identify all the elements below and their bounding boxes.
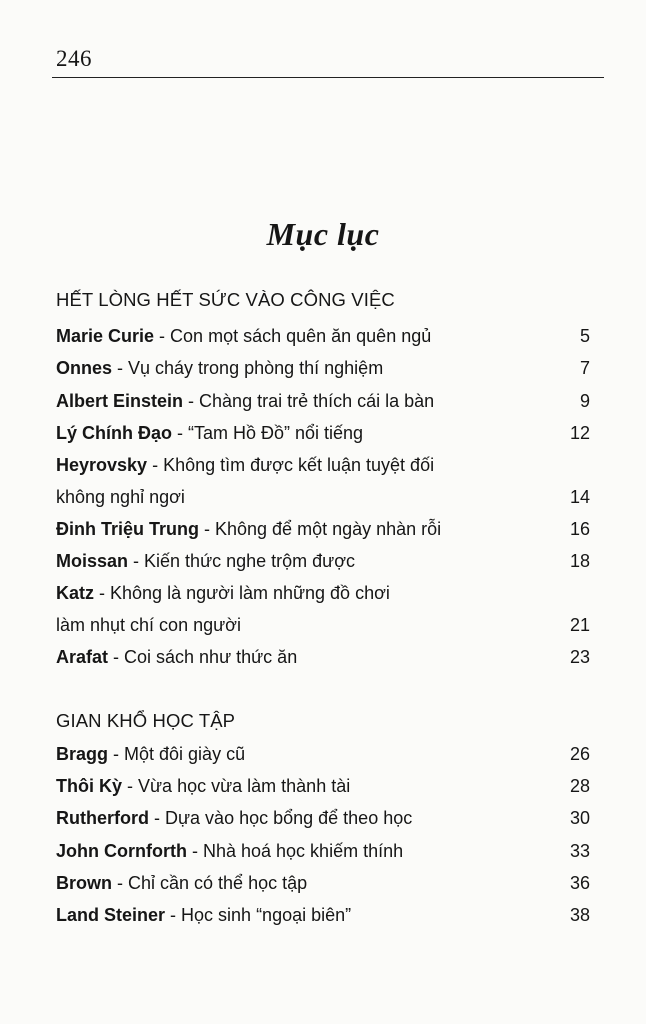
entry-separator: - — [147, 455, 164, 475]
entry-title: Học sinh “ngoại biên” — [181, 905, 352, 925]
toc-entry — [56, 773, 590, 799]
entry-title: “Tam Hồ Đồ” nổi tiếng — [188, 423, 364, 443]
entry-separator: - — [122, 776, 138, 796]
page-number: 246 — [56, 46, 92, 71]
toc-entry — [56, 548, 590, 574]
entry-author: Đinh Triệu Trung — [56, 519, 199, 539]
entry-title: Không để một ngày nhàn rỗi — [215, 519, 442, 539]
entry-title-continuation: không nghỉ ngơi — [56, 487, 185, 507]
section-heading: GIAN KHỔ HỌC TẬP — [56, 710, 236, 731]
toc-entry — [56, 644, 590, 670]
entry-title: Kiến thức nghe trộm được — [144, 551, 356, 571]
entry-author: Katz — [56, 583, 95, 603]
entry-author: Marie Curie — [56, 326, 155, 346]
toc-entry — [56, 580, 590, 606]
entry-title: Vụ cháy trong phòng thí nghiệm — [128, 358, 384, 378]
entry-separator: - — [154, 326, 171, 346]
entry-author: Bragg — [56, 744, 109, 764]
entry-page: 21 — [569, 615, 590, 635]
entry-title: Chàng trai trẻ thích cái la bàn — [199, 391, 435, 411]
entry-separator: - — [186, 841, 203, 861]
toc-entry — [56, 805, 590, 831]
entry-author: Heyrovsky — [56, 455, 148, 475]
entry-title: Không tìm được kết luận tuyệt đối — [163, 455, 435, 475]
entry-title: Vừa học vừa làm thành tài — [138, 776, 351, 796]
entry-author: Thôi Kỳ — [56, 776, 122, 796]
entry-author: Rutherford — [56, 808, 149, 828]
toc-entry — [56, 355, 590, 381]
entry-title: Nhà hoá học khiếm thính — [202, 841, 404, 861]
toc-entry — [56, 388, 590, 414]
entry-separator: - — [183, 391, 200, 411]
entry-author: Brown — [56, 873, 112, 893]
entry-author: Land Steiner — [56, 905, 166, 925]
toc-entry — [56, 838, 590, 864]
entry-page: 18 — [569, 551, 590, 571]
toc-entry — [56, 902, 590, 928]
entry-page: 26 — [569, 744, 590, 764]
entry-title: Chỉ cần có thể học tập — [128, 873, 308, 893]
entry-page: 9 — [579, 391, 590, 411]
entry-page: 16 — [569, 519, 590, 539]
entry-separator: - — [94, 583, 111, 603]
entry-title-continuation: làm nhụt chí con người — [56, 615, 241, 635]
entry-author: Moissan — [56, 551, 129, 571]
entry-page: 33 — [569, 841, 590, 861]
toc-entry-continuation — [56, 612, 590, 638]
entry-title: Con mọt sách quên ăn quên ngủ — [170, 326, 432, 346]
toc-entry — [56, 323, 590, 349]
entry-page: 12 — [569, 423, 590, 443]
entry-page: 28 — [569, 776, 590, 796]
entry-separator: - — [112, 358, 129, 378]
section-heading: HẾT LÒNG HẾT SỨC VÀO CÔNG VIỆC — [56, 289, 395, 310]
entry-separator: - — [172, 423, 188, 443]
entry-author: Arafat — [56, 647, 109, 667]
toc-entry — [56, 452, 590, 478]
entry-separator: - — [199, 519, 215, 539]
entry-author: Onnes — [56, 358, 113, 378]
toc-entry — [56, 420, 590, 446]
entry-separator: - — [112, 873, 128, 893]
toc-title: Mục lục — [266, 216, 380, 252]
entry-author: John Cornforth — [56, 841, 187, 861]
header-rule — [52, 77, 604, 78]
entry-title: Không là người làm những đồ chơi — [110, 583, 390, 603]
entry-separator: - — [128, 551, 145, 571]
toc-entry-continuation — [56, 484, 590, 510]
entry-author: Albert Einstein — [56, 391, 184, 411]
entry-separator: - — [108, 647, 125, 667]
entry-title: Coi sách như thức ăn — [124, 647, 298, 667]
toc-entry — [56, 870, 590, 896]
entry-page: 5 — [579, 326, 590, 346]
entry-page: 36 — [569, 873, 590, 893]
entry-title: Một đôi giày cũ — [124, 744, 246, 764]
entry-separator: - — [149, 808, 165, 828]
entry-page: 30 — [569, 808, 590, 828]
entry-author: Lý Chính Đạo — [56, 423, 172, 443]
entry-page: 38 — [569, 905, 590, 925]
entry-page: 14 — [569, 487, 590, 507]
toc-entry — [56, 741, 590, 767]
toc-entry — [56, 516, 590, 542]
entry-page: 23 — [569, 647, 590, 667]
entry-separator: - — [165, 905, 182, 925]
entry-page: 7 — [579, 358, 590, 378]
entry-title: Dựa vào học bổng để theo học — [165, 808, 413, 828]
entry-separator: - — [108, 744, 125, 764]
